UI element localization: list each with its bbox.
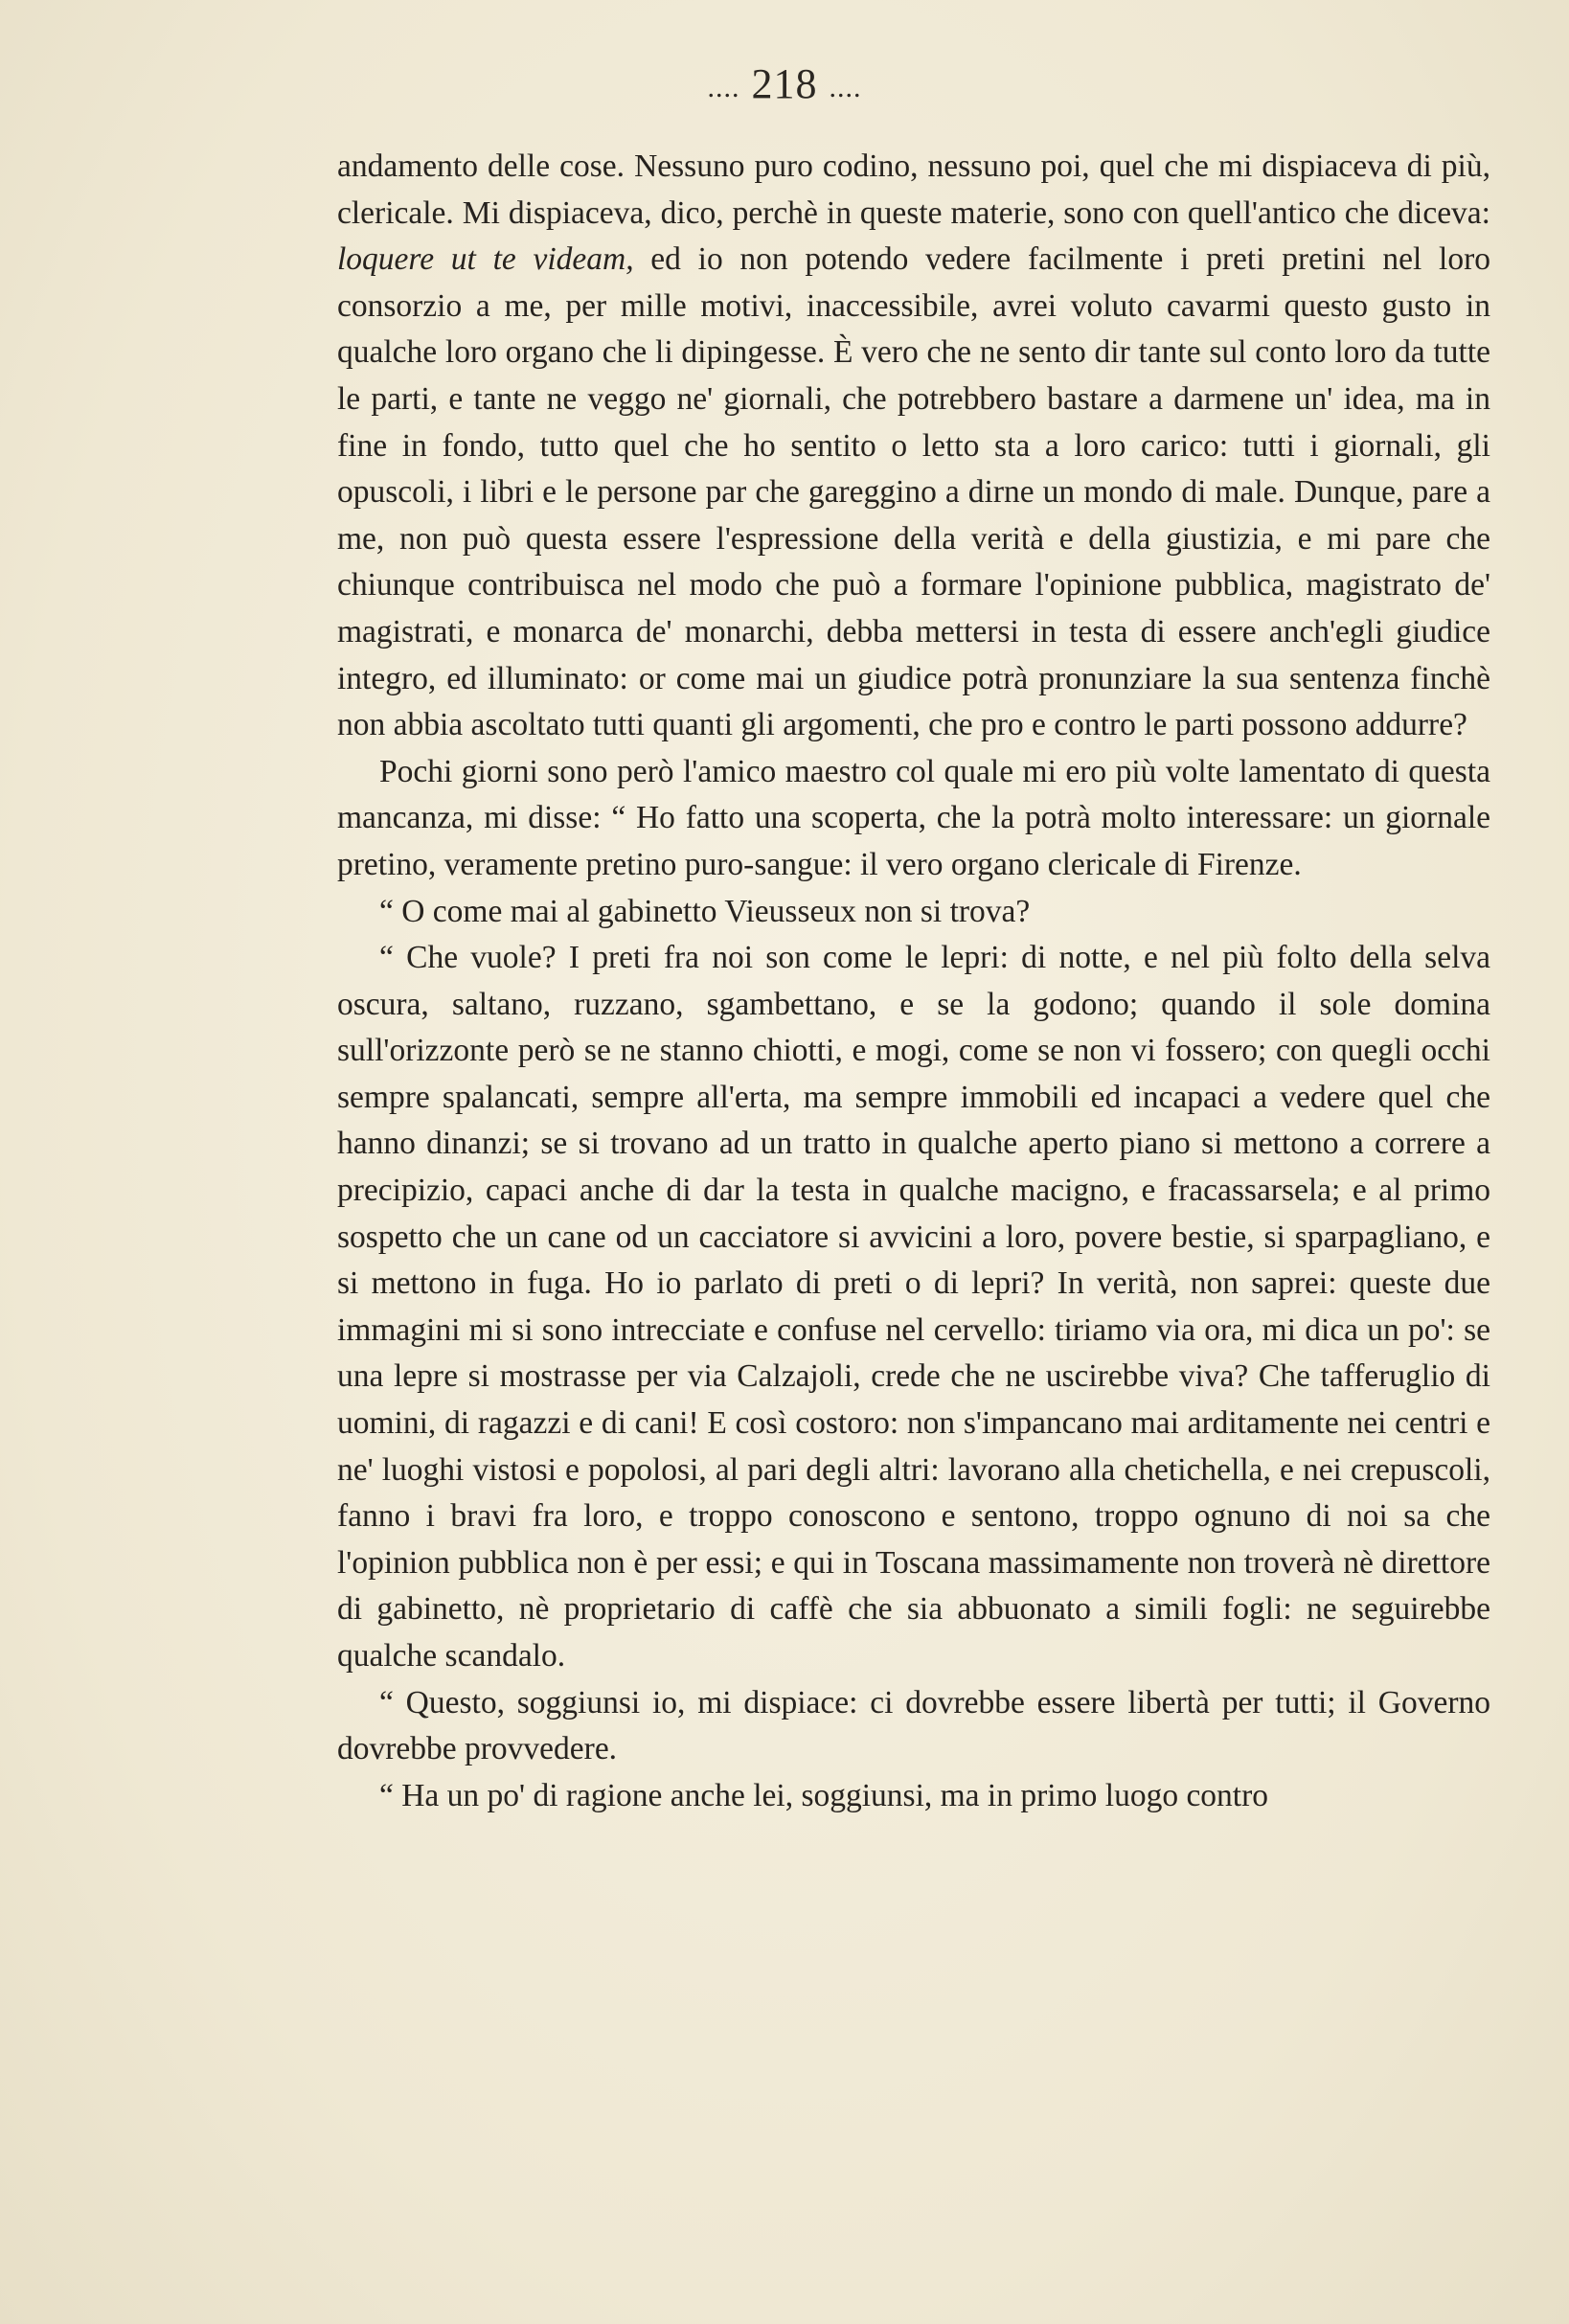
page-header [0, 59, 1569, 108]
body-text [337, 144, 1490, 1819]
paragraph-1 [337, 144, 1490, 749]
paragraph-2: Pochi giorni sono però l'amico maestro col quale mi ero più volte lamentato di questa mancanza, mi disse: “ Ho fatto una scoperta, che la potrà molto interessare: un giornale pretino, veramente pretino puro-sangue: il vero organo clericale di Firenze. [337, 753, 1490, 882]
latin-quote: loquere ut te videam, [337, 241, 634, 278]
page-number: 218 [751, 60, 818, 107]
paragraph-3: “ O come mai al gabinetto Vieusseux non si trova? [379, 893, 1031, 929]
header-lead-dots: .... [707, 71, 740, 103]
paragraph-5: “ Questo, soggiunsi io, mi dispiace: ci dovrebbe essere libertà per tutti; il Governo dovrebbe provvedere. [337, 1684, 1490, 1767]
paragraph-4: “ Che vuole? I preti fra noi son come le lepri: di notte, e nel più folto della selva oscura, saltano, ruzzano, sgambettano, e se la godono; quando il sole domina sull'orizzonte però se ne stanno chiotti, e mogi, come se non vi fossero; con quegli occhi sempre spalancati, sempre all'erta, ma sempre immobili ed incapaci a vedere quel che hanno dinanzi; se si trovano ad un tratto in qualche aperto piano si mettono a correre a precipizio, capaci anche di dar la testa in qualche macigno, e fracassarsela; e al primo sospetto che un cane od un cacciatore si avvicini a loro, povere bestie, si sparpagliano, e si mettono in fuga. Ho io parlato di preti o di lepri? In verità, non saprei: queste due immagini mi si sono intrecciate e confuse nel cervello: tiriamo via ora, mi dica un po': se una lepre si mostrasse per via Calzajoli, crede che ne uscirebbe viva? Che tafferuglio di uomini, di ragazzi e di cani! E così costoro: non s'impancano mai arditamente nei centri e ne' luoghi vistosi e popolosi, al pari degli altri: lavorano alla chetichella, e nei crepuscoli, fanno i bravi fra loro, e troppo conoscono e sentono, troppo ognuno di noi sa che l'opinion pubblica non è per essi; e qui in Toscana massimamente non troverà nè direttore di gabinetto, nè proprietario di caffè che sia abbuonato a simili fogli: ne seguirebbe qualche scandalo. [337, 940, 1490, 1674]
header-trail-dots: .... [829, 71, 862, 103]
paragraph-text: andamento delle cose. Nessuno puro codino, nessuno poi, quel che mi dispiaceva di più, clericale. Mi dispiaceva, dico, perchè in queste materie, sono con quell'antico che diceva: [337, 148, 1490, 231]
paragraph-6: “ Ha un po' di ragione anche lei, soggiunsi, ma in primo luogo contro [379, 1777, 1269, 1813]
paragraph-text: ed io non potendo vedere facilmente i preti pretini nel loro consorzio a me, per mille motivi, inaccessibile, avrei voluto cavarmi questo gusto in qualche loro organo che li dipingesse. È vero che ne sento dir tante sul conto loro da tutte le parti, e tante ne veggo ne' giornali, che potrebbero bastare a darmene un' idea, ma in fine in fondo, tutto quel che ho sentito o letto sta a loro carico: tutti i giornali, gli opuscoli, i libri e le persone par che gareggino a dirne un mondo di male. Dunque, pare a me, non può questa essere l'espressione della verità e della giustizia, e mi pare che chiunque contribuisca nel modo che può a formare l'opinione pubblica, magistrato de' magistrati, e monarca de' monarchi, debba mettersi in testa di essere anch'egli giudice integro, ed illuminato: or come mai un giudice potrà pronunziare la sua sentenza finchè non abbia ascoltato tutti quanti gli argomenti, che pro e contro le parti possono addurre? [337, 241, 1490, 743]
